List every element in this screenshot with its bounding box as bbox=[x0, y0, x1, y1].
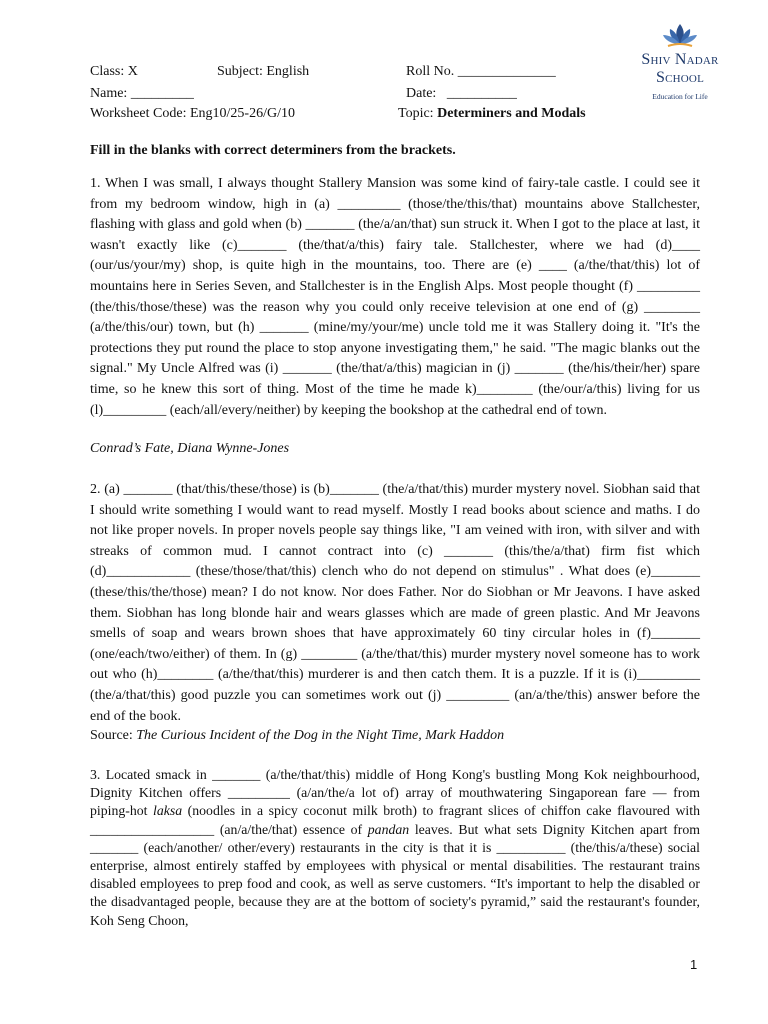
source-author: , Mark Haddon bbox=[418, 728, 505, 743]
worksheet-code: Worksheet Code: Eng10/25-26/G/10 bbox=[90, 106, 295, 121]
lotus-icon bbox=[658, 22, 702, 48]
school-logo bbox=[616, 22, 744, 101]
topic-value: Determiners and Modals bbox=[437, 106, 586, 121]
instruction: Fill in the blanks with correct determiners from the brackets. bbox=[90, 143, 456, 158]
passage-1-source: Conrad’s Fate, Diana Wynne-Jones bbox=[90, 441, 290, 456]
passage-1: 1. When I was small, I always thought Stallery Mansion was some kind of fairy-tale castle. I could see it from my bedroom window, high in (a) _________ (those/the/this/that) mountains above Stallchester, flashing with glass and gold when (b) _______ (the/a/an/that) sun struck it. When I got to the place at last, it wasn't exactly like (c)_______ (the/that/a/this) fairy tale. Stallchester, where we had (d)____ (our/us/your/my) shop, is quite high in the mountains, too. There are (e) ____ (a/the/that/this) lot of mountains here in Series Seven, and Stallchester is in the English Alps. Most people thought (f) _________ (the/this/those/these) was the reason why you could only receive television at one end of (g) ________ (a/the/this/our) town, but (h) _______ (mine/my/your/me) uncle told me it was Stallery doing it. "It's the protections they put round the place to stop anyone investigating them," he said. "The magic blanks out the signal." My Uncle Alfred was (i) _______ (the/that/a/this) magician in (j) _______ (the/his/their/her) spare time, so he knew this sort of thing. Most of the time he made k)________ (the/our/a/this) living for us (l)_________ (each/all/every/neither) by keeping the bookshop at the cathedral end of town. bbox=[90, 176, 700, 418]
source-title: The Curious Incident of the Dog in the Night Time bbox=[136, 728, 419, 743]
roll-number-field: Roll No. ______________ bbox=[406, 64, 556, 79]
passage-2-source bbox=[90, 726, 504, 746]
date-field: Date: __________ bbox=[406, 86, 517, 101]
topic-label: Topic: bbox=[398, 106, 438, 121]
school-tagline: Education for Life bbox=[652, 92, 708, 101]
name-field: Name: _________ bbox=[90, 86, 194, 101]
subject-label: Subject: English bbox=[217, 64, 310, 79]
passage-3: 3. Located smack in _______ (a/the/that/this) middle of Hong Kong's bustling Mong Kok neighbourhood, Dignity Kitchen offers _________ (a/an/the/a lot of) array of mouthwatering Singaporean fare — from piping-hot laksa (noodles in a spicy coconut milk broth) to fragrant slices of chiffon cake flavoured with __________________ (an/a/the/that) essence of pandan leaves. But what sets Dignity Kitchen apart from _______ (each/another/ other/every) restaurants in the city is that it is __________ (the/this/a/these) social enterprise, almost entirely staffed by employees with physical or mental disabilities. The restaurant trains disabled employees to prep food and cook, as well as serve customers. “It's important to help the disabled or the disadvantaged people, because they are at the bottom of society's pyramid,” said the restaurant's founder, Koh Seng Choon, bbox=[90, 767, 700, 928]
class-label: Class: X bbox=[90, 64, 138, 79]
source-label: Source: bbox=[90, 728, 137, 743]
school-name: Shiv Nadar School bbox=[641, 51, 719, 86]
pandan-term: pandan bbox=[367, 821, 410, 837]
passage-2: 2. (a) _______ (that/this/these/those) is (b)_______ (the/a/that/this) murder mystery novel. Siobhan said that I should write something I would want to read myself. Mostly I read books about science and maths. I do not like proper novels. In proper novels people say things like, "I am veined with iron, with silver and with streaks of common mud. I cannot contract into (c) _______ (this/the/a/that) firm fist which (d)____________ (these/those/that/this) clench who do not depend on stimulus" . What does (e)_______ (these/this/the/those) mean? I do not know. Nor does Father. Nor do Siobhan or Mr Jeavons. I have asked them. Siobhan has long blonde hair and wears glasses which are made of green plastic. And Mr Jeavons smells of soap and wears brown shoes that have approximately 60 tiny circular holes in (f)_______ (one/each/two/either) of them. In (g) ________ (a/the/that/this) murder mystery novel someone has to work out who (h)________ (a/the/that/this) murderer is and then catch them. It is a puzzle. If it is (i)_________ (the/a/that/this) good puzzle you can sometimes work out (j) _________ (an/a/the/this) answer before the end of the book. bbox=[90, 482, 700, 724]
topic bbox=[398, 104, 586, 124]
laksa-term: laksa bbox=[153, 803, 183, 819]
page-number: 1 bbox=[690, 957, 698, 972]
